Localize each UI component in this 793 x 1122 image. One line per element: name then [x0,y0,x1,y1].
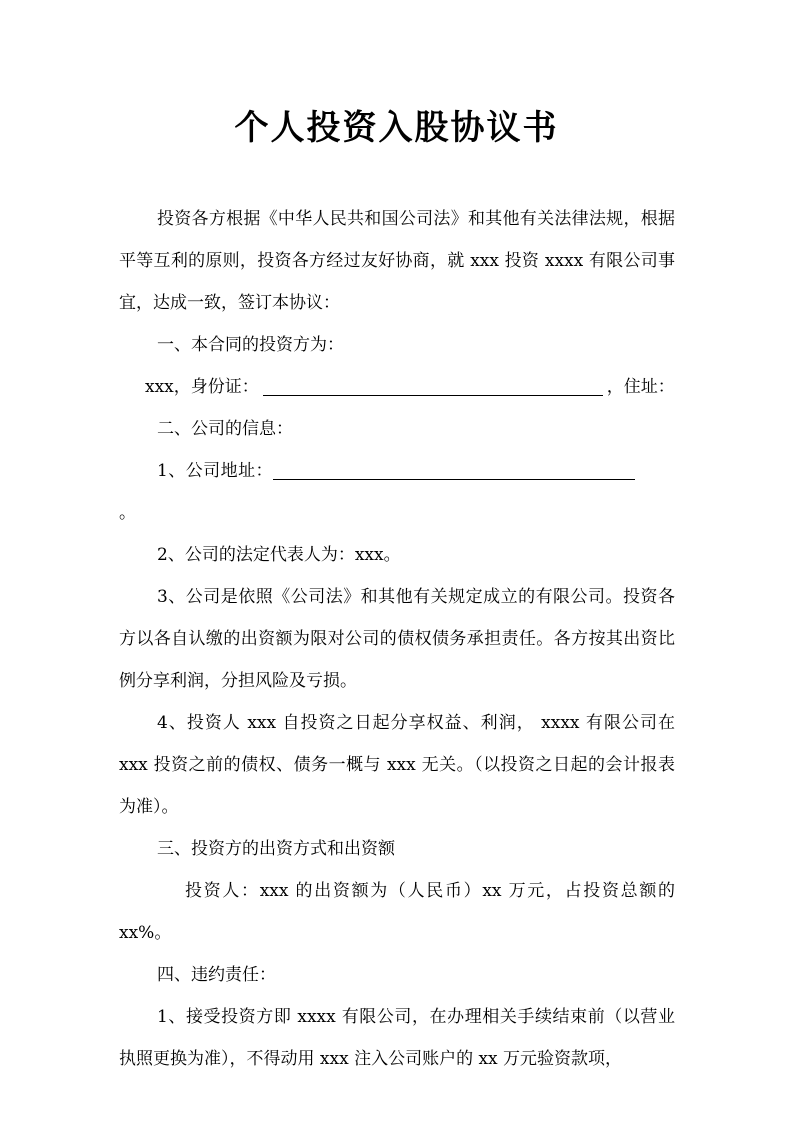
section-2-item-3: 3、公司是依照《公司法》和其他有关规定成立的有限公司。投资各方以各自认缴的出资额为限对公司的债权债务承担责任。各方按其出资比例分享利润，分担风险及亏损。 [119,587,675,691]
section-4-heading: 四、违约责任： [157,965,276,985]
party-id-label: xxx，身份证： [145,377,259,397]
company-address-end: 。 [119,503,136,523]
section-2-item-4: 4、投资人 xxx 自投资之日起分享权益、利润， xxxx 有限公司在 xxx 投资之前的债权、债务一概与 xxx 无关。（以投资之日起的会计报表为准）。 [119,713,675,817]
section-1-heading: 一、本合同的投资方为： [157,335,344,355]
address-label: ，住址： [606,377,675,397]
section-3-body: 投资人：xxx 的出资额为（人民币）xx 万元，占投资总额的 xx%。 [119,881,675,943]
intro-paragraph: 投资各方根据《中华人民共和国公司法》和其他有关法律法规，根据平等互利的原则，投资各方经过友好协商，就 xxx 投资 xxxx 有限公司事宜，达成一致，签订本协议： [119,209,675,313]
section-2-item-2: 2、公司的法定代表人为：xxx。 [157,545,401,565]
company-address-label: 1、公司地址： [157,461,273,481]
company-address-blank[interactable] [273,457,635,480]
document-body [119,198,675,1080]
section-1-party-line [119,366,675,408]
section-3-heading: 三、投资方的出资方式和出资额 [157,839,395,859]
document-title: 个人投资入股协议书 [234,108,559,148]
section-2-item-1 [119,450,675,534]
section-4-item-1: 1、接受投资方即 xxxx 有限公司，在办理相关手续结束前（以营业执照更换为准），不得动用 xxx 注入公司账户的 xx 万元验资款项， [119,1007,675,1069]
section-2-heading: 二、公司的信息： [157,419,293,439]
id-number-blank[interactable] [263,373,603,396]
